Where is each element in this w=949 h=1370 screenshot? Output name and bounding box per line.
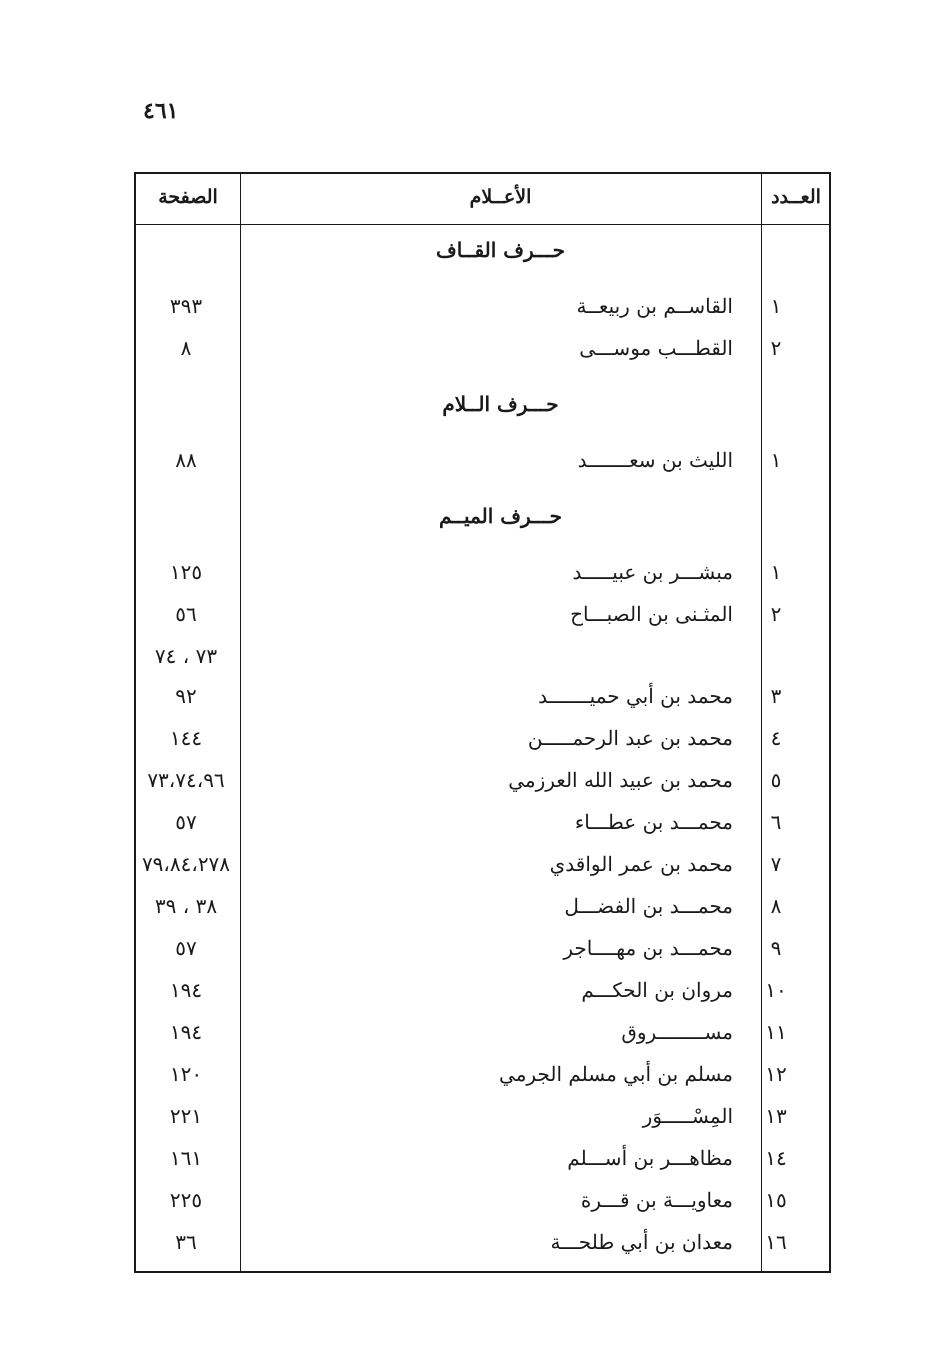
entry-number: ١٠ xyxy=(765,978,787,1002)
entry-number: ٣ xyxy=(770,684,782,708)
entry-page: ٣٩٣ xyxy=(169,294,203,318)
entry-page: ٢٢١ xyxy=(169,1104,203,1128)
entry-number: ١٣ xyxy=(765,1104,787,1128)
entry-page: ٣٨ ، ٣٩ xyxy=(154,894,218,918)
table-row xyxy=(136,726,829,760)
entry-name: محمـــد بن عطـــاء xyxy=(574,810,733,834)
entry-page: ١٢٥ xyxy=(169,560,203,584)
table-row xyxy=(136,810,829,844)
table-row xyxy=(136,768,829,802)
entry-name: محمد بن أبي حميـــــــد xyxy=(538,684,733,708)
entry-number: ٨ xyxy=(770,894,782,918)
entry-name: مروان بن الحكـــم xyxy=(581,978,733,1002)
table-row xyxy=(136,1230,829,1264)
header-number: العــدد xyxy=(771,186,821,208)
header-page: الصفحة xyxy=(158,186,218,208)
entry-name: محمـــد بن مهــــاجر xyxy=(563,936,733,960)
entry-page: ١٢٠ xyxy=(169,1062,203,1086)
entry-name: معدان بن أبي طلحـــة xyxy=(550,1230,733,1254)
entry-name: محمد بن عمر الواقدي xyxy=(549,852,733,876)
entry-name: مظاهـــر بن أســـلم xyxy=(567,1146,733,1170)
entry-number: ١٦ xyxy=(765,1230,787,1254)
entry-page: ٥٧ xyxy=(175,936,197,960)
section-title-qaf: حـــرف القــاف xyxy=(436,238,565,262)
entry-page: ٧٣،٧٤،٩٦ xyxy=(147,768,225,792)
entry-page: ٣٦ xyxy=(175,1230,197,1254)
entry-page: ١٤٤ xyxy=(169,726,203,750)
entry-name: محمد بن عبيد الله العرزمي xyxy=(508,768,733,792)
entry-number: ٥ xyxy=(770,768,782,792)
table-row xyxy=(136,448,829,482)
table-row xyxy=(136,684,829,718)
entry-page: ٥٧ xyxy=(175,810,197,834)
entry-page: ٥٦ xyxy=(175,602,197,626)
entry-name: المثـنى بن الصبـــاح xyxy=(570,602,733,626)
entry-name: محمـــد بن الفضـــل xyxy=(564,894,733,918)
table-row xyxy=(136,1146,829,1180)
entry-number: ١ xyxy=(770,560,782,584)
entry-page: ٧٣ ، ٧٤ xyxy=(154,644,218,668)
table-row xyxy=(136,602,829,636)
entry-name: القاســم بن ربيعــة xyxy=(576,294,733,318)
page-number: ٤٦١ xyxy=(143,98,179,124)
table-row xyxy=(136,1062,829,1096)
table-row xyxy=(136,894,829,928)
entry-page: ٩٢ xyxy=(175,684,197,708)
names-index-table xyxy=(134,172,831,1273)
entry-page: ١٩٤ xyxy=(169,978,203,1002)
entry-page: ٨ xyxy=(180,336,192,360)
entry-name: القطـــب موســـى xyxy=(579,336,733,360)
entry-name: المِسْـــــوَر xyxy=(642,1104,733,1128)
table-row xyxy=(136,936,829,970)
table-row xyxy=(136,336,829,370)
section-title-mim: حـــرف الميــم xyxy=(439,504,562,528)
entry-name: مسلم بن أبي مسلم الجرمي xyxy=(499,1062,733,1086)
entry-page: ٢٢٥ xyxy=(169,1188,203,1212)
section-title-lam: حـــرف الــلام xyxy=(442,392,559,416)
entry-number: ١٤ xyxy=(765,1146,787,1170)
header-divider xyxy=(136,224,829,225)
entry-number: ٤ xyxy=(770,726,782,750)
entry-page: ٨٨ xyxy=(175,448,197,472)
entry-number: ١٢ xyxy=(765,1062,787,1086)
entry-number: ١١ xyxy=(765,1020,787,1044)
entry-number: ١ xyxy=(770,294,782,318)
entry-number: ١ xyxy=(770,448,782,472)
entry-number: ٢ xyxy=(770,602,782,626)
table-row xyxy=(136,1188,829,1222)
table-row xyxy=(136,978,829,1012)
entry-number: ١٥ xyxy=(765,1188,787,1212)
table-row xyxy=(136,852,829,886)
table-row xyxy=(136,294,829,328)
table-row xyxy=(136,1020,829,1054)
entry-page: ١٦١ xyxy=(169,1146,203,1170)
entry-number: ٧ xyxy=(770,852,782,876)
entry-name: معاويـــة بن قـــرة xyxy=(580,1188,733,1212)
entry-page: ٧٩،٨٤،٢٧٨ xyxy=(141,852,231,876)
entry-number: ٢ xyxy=(770,336,782,360)
entry-name: مســــــــروق xyxy=(621,1020,733,1044)
entry-name: الليث بن سعـــــــد xyxy=(577,448,733,472)
table-row xyxy=(136,560,829,594)
entry-number: ٦ xyxy=(770,810,782,834)
entry-name: محمد بن عبد الرحمـــــن xyxy=(527,726,733,750)
table-row xyxy=(136,644,829,678)
table-row xyxy=(136,1104,829,1138)
entry-name: مبشـــر بن عبيـــــد xyxy=(572,560,733,584)
header-names: الأعــلام xyxy=(469,186,532,208)
entry-number: ٩ xyxy=(770,936,782,960)
entry-page: ١٩٤ xyxy=(169,1020,203,1044)
